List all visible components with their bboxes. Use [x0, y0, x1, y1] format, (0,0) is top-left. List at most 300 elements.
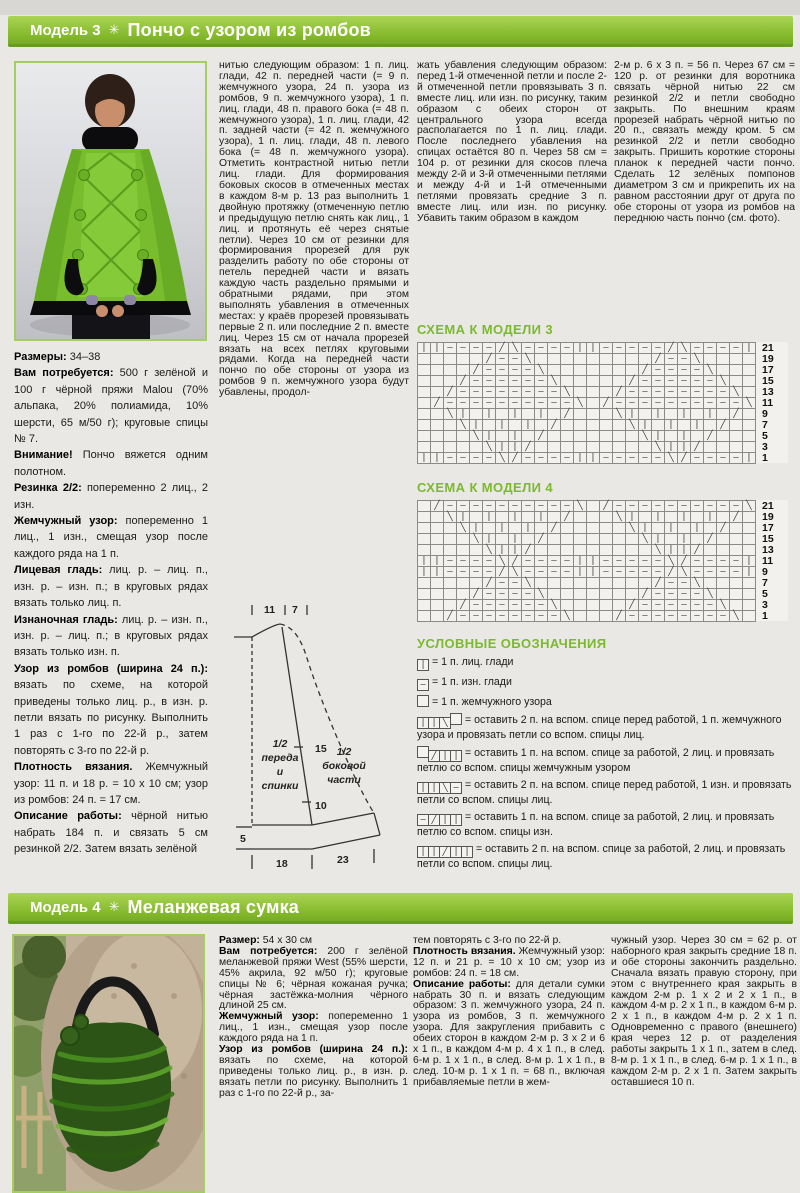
- chart-cell: ╱: [599, 397, 613, 409]
- chart-cell: ╱: [599, 500, 613, 512]
- chart-cell: –: [703, 555, 717, 567]
- chart-cell: ╱: [495, 342, 509, 354]
- chart-cell: –: [612, 555, 626, 567]
- chart-row-number: 9: [762, 408, 768, 420]
- chart-cell: ╱: [612, 610, 626, 622]
- chart-cell: [430, 610, 444, 622]
- chart-cell: |: [573, 452, 587, 464]
- chart-cell: –: [716, 555, 730, 567]
- chart-cell: |: [417, 566, 431, 578]
- chart-cell: –: [456, 452, 470, 464]
- chart-row: [417, 452, 788, 464]
- chart-cell: –: [664, 364, 678, 376]
- chart-cell: –: [599, 452, 613, 464]
- chart-cell: –: [638, 555, 652, 567]
- chart-cell: ╱: [469, 364, 483, 376]
- chart-cell: |: [508, 430, 522, 442]
- chart-cell: –: [625, 555, 639, 567]
- chart-cell: –: [456, 386, 470, 398]
- chart-cell: |: [495, 441, 509, 453]
- chart-cell: [417, 610, 431, 622]
- chart-cell: –: [729, 342, 743, 354]
- chart-cell: –: [469, 500, 483, 512]
- chart-cell: –: [677, 588, 691, 600]
- chart-cell: –: [599, 555, 613, 567]
- paragraph-label: Описание работы:: [14, 810, 132, 823]
- chart-cell: |: [677, 511, 691, 523]
- chart-cell: –: [482, 566, 496, 578]
- chart-row-number: 5: [762, 430, 768, 442]
- chart-cell: –: [495, 386, 509, 398]
- chart-cell: |: [469, 522, 483, 534]
- chart-cell: |: [742, 566, 756, 578]
- chart-cell: –: [521, 452, 535, 464]
- chart-cell: [573, 610, 587, 622]
- paragraph-label: Размеры:: [14, 351, 70, 363]
- chart-cell: –: [677, 500, 691, 512]
- measure-7: 7: [292, 604, 298, 616]
- chart-cell: –: [638, 397, 652, 409]
- chart-cell: –: [560, 452, 574, 464]
- paragraph: Изнаночная гладь: лиц. р. – изн. п., изн. р. – лиц. п.; в круговых рядах вязать только изн. п.: [14, 613, 208, 659]
- chart-row-number: 5: [762, 588, 768, 600]
- chart-cell: –: [690, 364, 704, 376]
- legend-text: = 1 п. изн. глади: [432, 675, 512, 688]
- chart-cell: ╲: [469, 533, 483, 545]
- chart-cell: –: [443, 566, 457, 578]
- chart-cell: |: [430, 566, 444, 578]
- bag-materials-column: [219, 936, 408, 1188]
- chart-cell: –: [508, 577, 522, 589]
- chart-cell: |: [495, 419, 509, 431]
- chart-cell: –: [482, 342, 496, 354]
- chart-cell: ╱: [703, 533, 717, 545]
- chart-cell: ╱: [651, 353, 665, 365]
- chart-row-number: 11: [762, 555, 774, 567]
- chart-cell: |: [469, 419, 483, 431]
- chart-cell: |: [521, 419, 535, 431]
- chart-cell: |: [677, 544, 691, 556]
- chart-cell: ╲: [612, 408, 626, 420]
- chart-cell: –: [638, 566, 652, 578]
- stitch-symbol: [417, 843, 472, 855]
- legend-text: = 1 п. лиц. глади: [432, 656, 514, 668]
- paragraph: Размер: 54 х 30 см: [219, 935, 313, 946]
- chart-cell: –: [521, 364, 535, 376]
- chart-cell: |: [482, 430, 496, 442]
- chart-cell: –: [495, 353, 509, 365]
- chart-cell: –: [625, 566, 639, 578]
- chart-row-number: 7: [762, 419, 768, 431]
- page-top-strip: [0, 0, 800, 15]
- measure-18: 18: [276, 858, 288, 870]
- chart-cell: ╲: [625, 419, 639, 431]
- paragraph-label: Жемчужный узор:: [14, 515, 126, 528]
- chart-cell: –: [482, 500, 496, 512]
- chart-cell: –: [508, 386, 522, 398]
- chart-cell: –: [482, 364, 496, 376]
- chart-cell: ╱: [508, 555, 522, 567]
- chart-cell: |: [742, 342, 756, 354]
- paragraph: жать убавления следующим образом: перед 1-й отмеченной петли и после 2-й отмеченной петли провязывать 3 п. вместе лиц. или изн. по рисунку, таким образом с обеих сторон от центрального узора всегда располагается по 1 п. лиц. глади. После последнего убавления на спицах остаётся 80 п. Через 58 см = 104 р. от резинки для скосов плеча между 2-й и 3-й отмеченными петлями и между 4-й и 1-й отмеченными петлями провязать средние 3 п. вместе лиц. или изн. по рисунку. Убавить таким образом в каждом: [417, 60, 607, 224]
- paragraph-label: Плотность вязания.: [413, 945, 519, 957]
- stitch-symbol-cell: |: [417, 846, 429, 858]
- chart-cell: –: [625, 386, 639, 398]
- chart-cell: –: [469, 342, 483, 354]
- stitch-symbol-cell: |: [417, 717, 429, 729]
- chart-cell: –: [534, 375, 548, 387]
- chart-cell: |: [651, 533, 665, 545]
- stitch-symbol-cell: |: [461, 846, 473, 858]
- svg-text:спинки: спинки: [261, 780, 299, 792]
- chart-cell: ╱: [469, 588, 483, 600]
- chart-cell: ╱: [560, 408, 574, 420]
- chart-cell: ╲: [547, 599, 561, 611]
- chart-cell: –: [625, 397, 639, 409]
- chart-cell: ╲: [664, 555, 678, 567]
- chart-cell: |: [664, 441, 678, 453]
- model-number: Модель 4: [30, 898, 101, 916]
- chart-cell: –: [443, 452, 457, 464]
- chart-cell: ╱: [430, 500, 444, 512]
- chart-cell: –: [456, 610, 470, 622]
- chart-cell: –: [690, 599, 704, 611]
- stitch-symbol-cell: ╲: [439, 782, 451, 794]
- paragraph-label: Узор из ромбов (ширина 24 п.):: [219, 1044, 408, 1056]
- chart-cell: –: [703, 386, 717, 398]
- chart-cell: –: [703, 397, 717, 409]
- chart-cell: –: [677, 353, 691, 365]
- chart-cell: ╱: [547, 522, 561, 534]
- chart-cell: –: [651, 386, 665, 398]
- chart-cell: ╲: [625, 522, 639, 534]
- chart-cell: –: [560, 500, 574, 512]
- chart-cell: ╱: [716, 522, 730, 534]
- chart-cell: |: [651, 430, 665, 442]
- chart-cell: –: [729, 555, 743, 567]
- chart-cell: ╲: [742, 397, 756, 409]
- chart-cell: –: [456, 555, 470, 567]
- chart-row-number: 17: [762, 522, 774, 534]
- chart-cell: –: [690, 452, 704, 464]
- measure-5: 5: [240, 833, 246, 845]
- paragraph: Размеры: 34–38: [14, 351, 101, 363]
- chart-cell: –: [547, 342, 561, 354]
- chart-cell: –: [638, 342, 652, 354]
- chart-cell: ╱: [456, 599, 470, 611]
- chart-cell: –: [534, 386, 548, 398]
- chart-cell: –: [547, 397, 561, 409]
- chart-cell: ╱: [521, 441, 535, 453]
- paragraph-label: Размер:: [219, 935, 263, 946]
- chart-cell: –: [521, 397, 535, 409]
- chart-cell: –: [651, 375, 665, 387]
- paragraph-label: Вам потребуется:: [219, 945, 328, 957]
- chart-row-number: 21: [762, 342, 774, 354]
- legend-item: [417, 811, 797, 838]
- chart-cell: ╱: [625, 599, 639, 611]
- chart-cell: –: [443, 342, 457, 354]
- stitch-symbol: [417, 676, 428, 688]
- legend-text: = 1 п. жемчужного узора: [432, 696, 552, 708]
- paragraph-label: Резинка 2/2:: [14, 482, 87, 495]
- chart-cell: ╲: [508, 566, 522, 578]
- bag-photo: [12, 934, 205, 1193]
- paragraph-label: Описание работы:: [413, 978, 516, 990]
- chart-cell: –: [508, 599, 522, 611]
- chart-cell: –: [521, 386, 535, 398]
- paragraph-label: Жемчужный узор:: [219, 1011, 329, 1023]
- chart-cell: –: [690, 397, 704, 409]
- chart-cell: –: [469, 599, 483, 611]
- chart-cell: –: [456, 397, 470, 409]
- bag-instructions-column-3: [611, 936, 797, 1188]
- chart-row-number: 3: [762, 599, 768, 611]
- chart-3-title: СХЕМА К МОДЕЛИ 3: [417, 322, 554, 337]
- chart-cell: ╱: [677, 452, 691, 464]
- chart-cell: –: [560, 555, 574, 567]
- stitch-symbol-cell: |: [450, 814, 462, 826]
- chart-cell: –: [482, 588, 496, 600]
- chart-cell: –: [716, 610, 730, 622]
- chart-cell: –: [599, 566, 613, 578]
- chart-cell: –: [677, 386, 691, 398]
- chart-cell: ╱: [443, 610, 457, 622]
- chart-cell: –: [664, 610, 678, 622]
- chart-cell: –: [469, 375, 483, 387]
- chart-cell: ╱: [534, 533, 548, 545]
- chart-row-number: 21: [762, 500, 774, 512]
- stitch-symbol: [417, 779, 461, 791]
- chart-cell: –: [690, 566, 704, 578]
- chart-cell: ╲: [651, 441, 665, 453]
- chart-cell: ╱: [677, 555, 691, 567]
- chart-cell: –: [664, 397, 678, 409]
- chart-cell: –: [612, 566, 626, 578]
- chart-cell: –: [495, 375, 509, 387]
- chart-cell: –: [716, 397, 730, 409]
- chart-cell: |: [677, 408, 691, 420]
- paragraph: 2-м р. 6 х 3 п. = 56 п. Через 67 см = 120 р. от резинки для воротника связать чёрной нитью 22 см резинкой 2/2 и петли свободно закрыть. По внешним краям прорезей набрать чёрной нитью по 20 п., связать между кром. 5 см резинкой 2/2 и петли свободно закрыть. Пришить короткие стороны планок к передней части пончо. Сделать 12 зелёных помпонов диаметром 3 см и прикрепить их на равном расстоянии друг от друга по обе стороны от узора из ромбов на переднюю часть пончо (см. фото).: [614, 60, 795, 224]
- chart-cell: –: [729, 452, 743, 464]
- chart-cell: ╱: [521, 544, 535, 556]
- chart-cell: ╲: [521, 353, 535, 365]
- chart-cell: ╲: [612, 511, 626, 523]
- legend-text: = оставить 2 п. на вспом. спице перед работой, 1 изн. и провязать петли со вспом. спицы лиц.: [417, 778, 792, 806]
- chart-cell: –: [716, 386, 730, 398]
- chart-cell: –: [677, 577, 691, 589]
- chart-cell: |: [508, 511, 522, 523]
- chart-cell: –: [651, 555, 665, 567]
- chart-cell: –: [495, 397, 509, 409]
- chart-cell: |: [664, 419, 678, 431]
- paragraph: Внимание! Пончо вяжется одним полотном.: [14, 449, 208, 478]
- chart-row-number: 19: [762, 511, 774, 523]
- chart-cell: –: [482, 386, 496, 398]
- stitch-symbol-cell: |: [417, 782, 429, 794]
- chart-cell: |: [586, 452, 600, 464]
- chart-cell: –: [625, 452, 639, 464]
- chart-cell: |: [586, 566, 600, 578]
- chart-cell: ╱: [508, 452, 522, 464]
- chart-cell: –: [521, 566, 535, 578]
- chart-cell: –: [547, 610, 561, 622]
- chart-cell: ╲: [547, 375, 561, 387]
- chart-cell: –: [729, 397, 743, 409]
- paragraph: Описание работы: чёрной нитью набрать 184 п. и связать 5 см резинкой 2/2. Затем вязать зелёной: [14, 810, 208, 856]
- chart-cell: –: [677, 610, 691, 622]
- chart-cell: ╱: [534, 430, 548, 442]
- chart-cell: –: [664, 386, 678, 398]
- chart-cell: –: [690, 500, 704, 512]
- chart-cell: –: [482, 555, 496, 567]
- chart-cell: |: [508, 441, 522, 453]
- legend-item: [417, 695, 797, 708]
- stitch-symbol-cell: |: [428, 846, 440, 858]
- chart-cell: –: [547, 500, 561, 512]
- stitch-symbol: [417, 696, 428, 708]
- chart-cell: –: [651, 599, 665, 611]
- paragraph: Плотность вязания. Жемчужный узор: 12 п. и 21 р. = 10 х 10 см; узор из ромбов: 24 п. = 18 см.: [413, 945, 605, 979]
- paragraph: Вам потребуется: 200 г зелёной меланжевой пряжи West (55% шерсти, 45% акрила, 92 м/50 г); круговые спицы № 6; чёрная кожаная ручка; чёрная застёжка-молния чёрного длиной 25 см.: [219, 945, 408, 1012]
- chart-cell: ╲: [456, 522, 470, 534]
- stitch-symbol-cell: |: [450, 846, 462, 858]
- chart-cell: –: [482, 375, 496, 387]
- chart-cell: –: [443, 500, 457, 512]
- chart-cell: |: [534, 511, 548, 523]
- chart-cell: –: [716, 566, 730, 578]
- chart-cell: –: [651, 364, 665, 376]
- chart-cell: –: [664, 375, 678, 387]
- chart-cell: –: [508, 353, 522, 365]
- stitch-symbol-cell: ╱: [428, 814, 440, 826]
- stitch-symbol: [417, 747, 461, 759]
- chart-cell: –: [456, 566, 470, 578]
- stitch-symbol-cell: |: [439, 750, 451, 762]
- chart-cell: ╲: [534, 364, 548, 376]
- materials-column: [14, 349, 208, 876]
- chart-cell: ╲: [729, 386, 743, 398]
- chart-cell: ╲: [560, 610, 574, 622]
- stitch-symbol-cell: |: [428, 782, 440, 794]
- chart-cell: |: [651, 408, 665, 420]
- chart-cell: ╱: [690, 544, 704, 556]
- chart-cell: |: [703, 511, 717, 523]
- chart-cell: –: [469, 555, 483, 567]
- chart-cell: –: [638, 610, 652, 622]
- chart-cell: |: [677, 441, 691, 453]
- paragraph: нитью следующим образом: 1 п. лиц. глади, 42 п. передней части (= 9 п. жемчужного узора, 24 п. узора из ромбов, 9 п. жемчужного узора), 1 п. лиц. глади, 48 п. правого бока (= 48 п. жемчужного узора), 1 п. лиц. глади, 42 п. задней части (= 42 п. жемчужного узора), 1 п. лиц. глади, 48 п. левого бока (= 48 п. жемчужного узора). Отметить контрастной нитью петли лиц. глади. Для формирования боковых скосов в отмеченных местах в каждом 8-м р. 13 раз выполнить 1 двойную протяжку (отмеченную петлю и предыдущую петлю снять как лиц., 1 лиц. и протянуть её через снятые петли). Через 10 см от резинки для формирования прорезей для рук разделить работу по обе стороны от петель передней части и вязать каждую часть раздельно прямыми и обратными рядами, при этом выполнять убавления в отмеченных местах: у краёв прорезей провязывать первые 2 п. или последние 2 п. вместе лиц. Через 15 см от начала прорезей вязать на всех петлях круговыми рядами. Когда на передней части пончо по обе стороны от узора из ромбов 9 п. жемчужного узора будут убавлены, продол-: [219, 60, 409, 399]
- chart-cell: –: [521, 375, 535, 387]
- chart-cell: –: [547, 386, 561, 398]
- chart-row-number: 13: [762, 544, 774, 556]
- measure-10: 10: [315, 800, 327, 812]
- chart-cell: –: [677, 397, 691, 409]
- chart-cell: |: [677, 430, 691, 442]
- chart-cell: –: [534, 610, 548, 622]
- stitch-symbol-cell: |: [428, 717, 440, 729]
- chart-cell: –: [664, 599, 678, 611]
- chart-cell: –: [599, 342, 613, 354]
- chart-cell: –: [495, 364, 509, 376]
- chart-cell: –: [495, 588, 509, 600]
- chart-cell: |: [495, 544, 509, 556]
- chart-cell: –: [690, 555, 704, 567]
- chart-cell: ╱: [729, 511, 743, 523]
- chart-cell: –: [469, 452, 483, 464]
- chart-cell: |: [508, 408, 522, 420]
- chart-cell: –: [508, 610, 522, 622]
- chart-cell: ╲: [521, 577, 535, 589]
- chart-cell: –: [677, 375, 691, 387]
- chart-row: [417, 610, 788, 622]
- chart-cell: |: [690, 522, 704, 534]
- chart-cell: ╱: [612, 386, 626, 398]
- model-number: Модель 3: [30, 21, 101, 39]
- chart-cell: ╱: [729, 408, 743, 420]
- paragraph: чужный узор. Через 30 см = 62 р. от наборного края закрыть средние 18 п. и обе стороны закончить раздельно. Сначала вязать правую сторону, при этом с внутреннего края закрыть в каждом 2-м р. 1 х 2 и 2 х 1 п., в каждом 4-м р. 2 х 1 п., в каждом 6-м р. 2 х 1 п., в каждом 4-м р. 2 х 1 п. Одновременно с правого (внешнего) края через 12 р. от разделения работы закрыть 1 х 1 п., затем в след. 8-м р. 1 х 1 п., в след. 6-м р. 1 х 1 п., в каждом 2-м р. 2 х 1 п. Затем закрыть оставшиеся 10 п.: [611, 935, 797, 1088]
- legend-item: [417, 656, 797, 671]
- chart-cell: ╲: [469, 430, 483, 442]
- chart-cell: –: [495, 577, 509, 589]
- chart-cell: ╲: [443, 408, 457, 420]
- chart-cell: –: [703, 566, 717, 578]
- chart-cell: –: [521, 599, 535, 611]
- chart-cell: ╱: [443, 386, 457, 398]
- chart-cell: –: [651, 452, 665, 464]
- chart-cell: |: [677, 533, 691, 545]
- chart-row-number: 7: [762, 577, 768, 589]
- chart-cell: –: [508, 375, 522, 387]
- paragraph: Узор из ромбов (ширина 24 п.): вязать по схеме, на которой приведены только лиц. р., в изн. р. петли вязать по рисунку. Выполнить 1 раз с 1-го по 22-й р., затем повторять с 3-го по 22-й р.: [14, 662, 208, 757]
- legend-item: [417, 713, 797, 741]
- chart-row-number: 13: [762, 386, 774, 398]
- legend-text: = оставить 1 п. на вспом. спице за работой, 2 лиц. и провязать петлю со вспом. спицы жемчужным узором: [417, 746, 775, 774]
- measure-11: 11: [264, 604, 276, 616]
- chart-cell: ╱: [638, 364, 652, 376]
- paragraph: Вам потребуется: 500 г зелёной и 100 г чёрной пряжи Malou (70% альпака, 20% полиамида, 10% шерсти, 65 м/50 г); круговые спицы № 7.: [14, 367, 208, 446]
- chart-cell: ╲: [664, 452, 678, 464]
- chart-cell: ╲: [443, 511, 457, 523]
- chart-cell: |: [742, 555, 756, 567]
- chart-cell: –: [521, 555, 535, 567]
- chart-cell: –: [664, 588, 678, 600]
- chart-cell: –: [547, 452, 561, 464]
- paragraph: Узор из ромбов (ширина 24 п.): вязать по схеме, на которой приведены только лиц. р., в изн. р. вязать петли по рисунку. Выполнить 1 раз с 1-го по 22-й р., за-: [219, 1044, 408, 1099]
- bag-instructions-column-2: [413, 936, 605, 1188]
- label-side-part: 1/2: [336, 746, 352, 758]
- paragraph: Лицевая гладь: лиц. р. – лиц. п., изн. р. – изн. п.; в круговых рядах вязать только лиц. п.: [14, 564, 208, 610]
- chart-cell: –: [495, 500, 509, 512]
- chart-cell: –: [534, 500, 548, 512]
- paragraph: Жемчужный узор: попеременно 1 лиц., 1 изн., смещая узор после каждого ряда на 1 п.: [219, 1011, 408, 1045]
- chart-cell: |: [430, 342, 444, 354]
- chart-cell: |: [573, 555, 587, 567]
- poncho-photo: [14, 61, 207, 341]
- instructions-column-2: [219, 61, 409, 593]
- chart-cell: ╲: [651, 544, 665, 556]
- chart-cell: |: [690, 419, 704, 431]
- chart-cell: |: [495, 522, 509, 534]
- paragraph: Описание работы: для детали сумки набрать 30 п. и вязать следующим образом: 3 п. жемчужного узора, 24 п. узора из ромбов, 3 п. жемчужного узора. Для закругления прибавить с обеих сторон в каждом 2-м р. 3 х 2 и 6 х 1 п., в каждом 4-м р. 4 х 1 п., в след. 6-м р. 1 х 1 п., в след. 8-м р. 1 х 1 п., в след. 10-м р. 1 х 1 п. = 68 п., включая прибавляемые петли в жем-: [413, 978, 605, 1088]
- chart-cell: ╲: [456, 419, 470, 431]
- chart-cell: |: [417, 342, 431, 354]
- chart-cell: –: [651, 610, 665, 622]
- instructions-column-3: [417, 61, 607, 321]
- chart-cell: –: [729, 500, 743, 512]
- paragraph: Резинка 2/2: попеременно 2 лиц., 2 изн.: [14, 482, 208, 511]
- legend-item: [417, 676, 797, 691]
